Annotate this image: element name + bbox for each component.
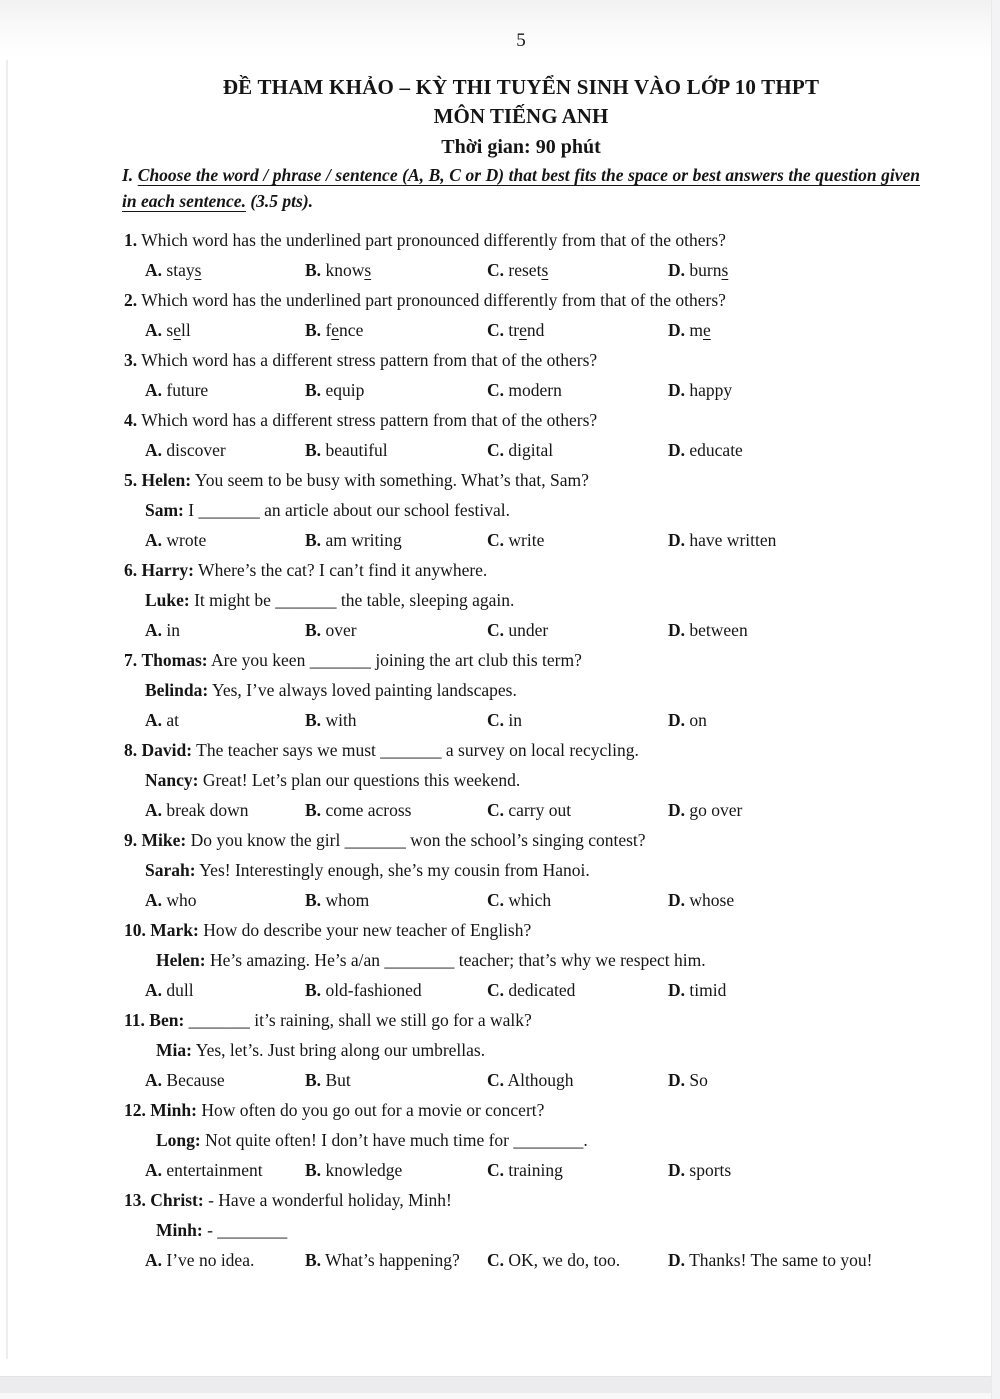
option-text: break down	[166, 800, 249, 820]
option-letter: C.	[487, 1160, 505, 1180]
dialogue-line	[0, 675, 1000, 705]
option-a	[145, 255, 201, 285]
option-letter: B.	[305, 1250, 322, 1270]
option-text: on	[689, 710, 707, 730]
option-letter: D.	[668, 1250, 686, 1270]
question	[0, 915, 1000, 1005]
question	[0, 465, 1000, 555]
option-text: future	[166, 380, 209, 400]
question-line	[0, 555, 1000, 585]
option-letter: C.	[487, 800, 505, 820]
dialogue-line	[0, 1035, 1000, 1065]
question-line	[0, 825, 1000, 855]
options-row	[0, 525, 1000, 555]
option-b	[305, 315, 363, 345]
speaker-label: Luke:	[145, 590, 190, 610]
option-text: Because	[166, 1070, 225, 1090]
option-letter: A.	[145, 890, 163, 910]
option-text: wrote	[166, 530, 207, 550]
option-letter: A.	[145, 380, 163, 400]
option-letter: A.	[145, 800, 163, 820]
speaker-label: Christ:	[150, 1190, 204, 1210]
option-text-underlined: e	[703, 320, 711, 340]
option-text: under	[508, 620, 549, 640]
option-text: tr	[508, 320, 520, 340]
option-c	[487, 885, 551, 915]
option-letter: D.	[668, 980, 686, 1000]
option-letter: D.	[668, 890, 686, 910]
dialogue-line	[0, 1125, 1000, 1155]
question-line	[0, 1095, 1000, 1125]
option-a	[145, 885, 197, 915]
question-text: _______ it’s raining, shall we still go for a walk?	[188, 1010, 532, 1030]
speaker-label: Mia:	[156, 1040, 192, 1060]
options-row	[0, 1065, 1000, 1095]
question-number: 2.	[124, 290, 138, 310]
question-number: 12.	[124, 1100, 146, 1120]
option-text: beautiful	[325, 440, 388, 460]
option-d	[668, 615, 748, 645]
section-heading	[122, 162, 920, 214]
question-line	[0, 645, 1000, 675]
question-line	[0, 225, 1000, 255]
option-letter: B.	[305, 260, 322, 280]
question	[0, 225, 1000, 285]
speaker-label: David:	[141, 740, 193, 760]
option-a	[145, 1065, 225, 1095]
exam-duration: Thời gian: 90 phút	[441, 136, 601, 158]
option-text: knowledge	[325, 1160, 403, 1180]
option-a	[145, 525, 206, 555]
question-text: You seem to be busy with something. What’s that, Sam?	[194, 470, 589, 490]
option-letter: D.	[668, 1160, 686, 1180]
question-text: Which word has the underlined part pronounced differently from that of the others?	[141, 230, 726, 250]
option-letter: C.	[487, 380, 505, 400]
question-number: 7.	[124, 650, 138, 670]
option-text: know	[325, 260, 365, 280]
option-text: OK, we do, too.	[508, 1250, 621, 1270]
question-number: 11.	[124, 1010, 145, 1030]
option-b	[305, 1245, 460, 1275]
option-text: over	[325, 620, 357, 640]
options-row	[0, 705, 1000, 735]
option-c	[487, 795, 571, 825]
option-letter: D.	[668, 1070, 686, 1090]
option-text: Although	[507, 1070, 574, 1090]
option-text: burn	[689, 260, 722, 280]
option-c	[487, 255, 548, 285]
option-text: whom	[325, 890, 370, 910]
option-d	[668, 795, 742, 825]
option-b	[305, 705, 357, 735]
speaker-label: Helen:	[141, 470, 192, 490]
option-d	[668, 435, 743, 465]
question-text: Are you keen _______ joining the art club this term?	[211, 650, 582, 670]
option-d	[668, 1065, 708, 1095]
question-line	[0, 405, 1000, 435]
speaker-label: Harry:	[141, 560, 194, 580]
question-number: 8.	[124, 740, 138, 760]
option-letter: C.	[487, 1250, 505, 1270]
option-text: So	[689, 1070, 708, 1090]
question-text: He’s amazing. He’s a/an ________ teacher; that’s why we respect him.	[209, 950, 706, 970]
question	[0, 345, 1000, 405]
question-text: Do you know the girl _______ won the school’s singing contest?	[190, 830, 646, 850]
option-letter: D.	[668, 440, 686, 460]
scan-edge-bottom-fade	[0, 1393, 1000, 1399]
option-b	[305, 1155, 402, 1185]
question	[0, 645, 1000, 735]
option-text: nd	[526, 320, 545, 340]
options-row	[0, 615, 1000, 645]
speaker-label: Minh:	[156, 1220, 203, 1240]
option-letter: B.	[305, 620, 322, 640]
option-letter: A.	[145, 620, 163, 640]
option-letter: C.	[487, 620, 505, 640]
option-text-underlined: e	[519, 320, 527, 340]
option-a	[145, 1155, 263, 1185]
option-a	[145, 1245, 254, 1275]
question-text: Great! Let’s plan our questions this weekend.	[202, 770, 521, 790]
option-text: What’s happening?	[325, 1250, 460, 1270]
options-row	[0, 1245, 1000, 1275]
option-letter: D.	[668, 380, 686, 400]
option-d	[668, 1245, 872, 1275]
option-b	[305, 435, 388, 465]
option-c	[487, 525, 544, 555]
option-b	[305, 795, 411, 825]
question-text: - ________	[207, 1220, 288, 1240]
section-points: (3.5 pts).	[250, 191, 314, 211]
option-d	[668, 885, 734, 915]
question-text: Which word has the underlined part pronounced differently from that of the others?	[141, 290, 726, 310]
option-b	[305, 885, 369, 915]
option-text: sports	[689, 1160, 732, 1180]
dialogue-line	[0, 495, 1000, 525]
question-text: Yes! Interestingly enough, she’s my cousin from Hanoi.	[199, 860, 590, 880]
speaker-label: Mike:	[141, 830, 187, 850]
options-row	[0, 435, 1000, 465]
option-a	[145, 705, 179, 735]
option-c	[487, 315, 544, 345]
exam-subject: MÔN TIẾNG ANH	[433, 104, 609, 128]
options-row	[0, 1155, 1000, 1185]
question-line	[0, 285, 1000, 315]
option-text: Thanks! The same to you!	[689, 1250, 873, 1270]
option-letter: D.	[668, 800, 686, 820]
question-number: 4.	[124, 410, 138, 430]
dialogue-line	[0, 765, 1000, 795]
question-number: 10.	[124, 920, 146, 940]
speaker-label: Thomas:	[141, 650, 208, 670]
option-text: discover	[166, 440, 226, 460]
option-letter: B.	[305, 980, 322, 1000]
option-b	[305, 1065, 351, 1095]
options-row	[0, 795, 1000, 825]
speaker-label: Sam:	[145, 500, 184, 520]
option-letter: D.	[668, 530, 686, 550]
question-number: 3.	[124, 350, 138, 370]
options-row	[0, 255, 1000, 285]
option-text: in	[508, 710, 523, 730]
option-c	[487, 975, 575, 1005]
options-row	[0, 975, 1000, 1005]
question-text: Which word has a different stress pattern from that of the others?	[141, 410, 598, 430]
option-text: reset	[508, 260, 542, 280]
option-letter: C.	[487, 980, 505, 1000]
question	[0, 1185, 1000, 1275]
option-a	[145, 435, 226, 465]
option-letter: B.	[305, 800, 322, 820]
option-text: equip	[325, 380, 365, 400]
option-text: between	[689, 620, 748, 640]
option-b	[305, 255, 371, 285]
question-text: Yes, I’ve always loved painting landscapes.	[211, 680, 517, 700]
question	[0, 285, 1000, 345]
question-number: 13.	[124, 1190, 146, 1210]
option-a	[145, 615, 180, 645]
question-text: Yes, let’s. Just bring along our umbrellas.	[195, 1040, 486, 1060]
options-row	[0, 885, 1000, 915]
question-text: It might be _______ the table, sleeping again.	[194, 590, 515, 610]
option-letter: C.	[487, 890, 505, 910]
option-b	[305, 525, 402, 555]
option-text: am writing	[325, 530, 402, 550]
option-letter: B.	[305, 320, 322, 340]
question-line	[0, 345, 1000, 375]
option-letter: A.	[145, 440, 163, 460]
speaker-label: Helen:	[156, 950, 206, 970]
option-c	[487, 705, 522, 735]
option-c	[487, 1155, 563, 1185]
dialogue-line	[0, 585, 1000, 615]
option-text: which	[508, 890, 552, 910]
option-text: write	[508, 530, 545, 550]
option-text: old-fashioned	[325, 980, 422, 1000]
option-letter: D.	[668, 260, 686, 280]
option-a	[145, 795, 249, 825]
options-row	[0, 375, 1000, 405]
option-letter: C.	[487, 530, 505, 550]
option-letter: B.	[305, 530, 322, 550]
option-d	[668, 705, 707, 735]
option-text: come across	[325, 800, 412, 820]
option-text: nce	[339, 320, 364, 340]
option-letter: A.	[145, 1070, 163, 1090]
question-text: How often do you go out for a movie or concert?	[201, 1100, 545, 1120]
option-b	[305, 975, 422, 1005]
question-line	[0, 1005, 1000, 1035]
option-text-underlined: s	[364, 260, 372, 280]
option-text: stay	[166, 260, 195, 280]
option-text: But	[325, 1070, 351, 1090]
option-c	[487, 1065, 574, 1095]
option-letter: B.	[305, 380, 322, 400]
option-letter: C.	[487, 710, 505, 730]
question	[0, 735, 1000, 825]
dialogue-line	[0, 1215, 1000, 1245]
question-line	[0, 915, 1000, 945]
option-text: whose	[689, 890, 735, 910]
option-text: entertainment	[166, 1160, 263, 1180]
option-d	[668, 255, 728, 285]
option-letter: D.	[668, 320, 686, 340]
option-text: ll	[180, 320, 191, 340]
speaker-label: Nancy:	[145, 770, 199, 790]
question-number: 6.	[124, 560, 138, 580]
option-letter: D.	[668, 710, 686, 730]
option-text: go over	[689, 800, 743, 820]
section-numeral: I.	[122, 165, 134, 185]
option-b	[305, 375, 364, 405]
option-b	[305, 615, 357, 645]
option-letter: A.	[145, 320, 163, 340]
option-text: who	[166, 890, 197, 910]
option-letter: B.	[305, 890, 322, 910]
option-text: with	[325, 710, 357, 730]
question-text: The teacher says we must _______ a survey on local recycling.	[196, 740, 639, 760]
option-a	[145, 315, 191, 345]
speaker-label: Sarah:	[145, 860, 196, 880]
speaker-label: Long:	[156, 1130, 201, 1150]
option-letter: D.	[668, 620, 686, 640]
option-letter: B.	[305, 1160, 322, 1180]
option-text-underlined: s	[721, 260, 729, 280]
option-text-underlined: s	[541, 260, 549, 280]
dialogue-line	[0, 855, 1000, 885]
question-number: 5.	[124, 470, 138, 490]
option-text: timid	[689, 980, 727, 1000]
question-text: I _______ an article about our school festival.	[188, 500, 510, 520]
option-text: at	[166, 710, 180, 730]
option-text: m	[689, 320, 704, 340]
dialogue-line	[0, 945, 1000, 975]
exam-title: ĐỀ THAM KHẢO – KỲ THI TUYỂN SINH VÀO LỚP 10 THPT	[222, 75, 820, 99]
question-text: Not quite often! I don’t have much time for ________.	[205, 1130, 588, 1150]
option-text: modern	[508, 380, 562, 400]
option-letter: A.	[145, 710, 163, 730]
option-letter: A.	[145, 1250, 163, 1270]
option-text-underlined: s	[194, 260, 202, 280]
option-text: training	[508, 1160, 563, 1180]
question	[0, 1095, 1000, 1185]
question	[0, 825, 1000, 915]
option-a	[145, 375, 208, 405]
option-d	[668, 375, 732, 405]
page-number: 5	[516, 30, 526, 51]
option-text: in	[166, 620, 181, 640]
option-letter: B.	[305, 710, 322, 730]
option-text: educate	[689, 440, 743, 460]
option-letter: B.	[305, 1070, 322, 1090]
option-text: dedicated	[508, 980, 576, 1000]
option-text: happy	[689, 380, 733, 400]
question	[0, 555, 1000, 645]
question-line	[0, 465, 1000, 495]
option-text-underlined: e	[331, 320, 340, 340]
option-text-underlined: e	[173, 320, 181, 340]
question-line	[0, 735, 1000, 765]
option-text: f	[325, 320, 332, 340]
question-number: 1.	[124, 230, 138, 250]
question-text: Where’s the cat? I can’t find it anywhere.	[198, 560, 488, 580]
option-letter: A.	[145, 1160, 163, 1180]
option-letter: B.	[305, 440, 322, 460]
option-text: dull	[166, 980, 194, 1000]
option-d	[668, 525, 776, 555]
option-text: have written	[689, 530, 777, 550]
option-c	[487, 375, 562, 405]
option-letter: C.	[487, 260, 505, 280]
option-c	[487, 615, 548, 645]
speaker-label: Belinda:	[145, 680, 209, 700]
option-text: I’ve no idea.	[166, 1250, 255, 1270]
option-text: s	[166, 320, 174, 340]
option-c	[487, 435, 553, 465]
option-letter: A.	[145, 260, 163, 280]
option-d	[668, 315, 711, 345]
questions-list	[0, 225, 1000, 1275]
question-line	[0, 1185, 1000, 1215]
question-text: Which word has a different stress pattern from that of the others?	[141, 350, 598, 370]
question-text: - Have a wonderful holiday, Minh!	[208, 1190, 452, 1210]
option-text: digital	[508, 440, 554, 460]
option-letter: C.	[487, 440, 505, 460]
question-number: 9.	[124, 830, 138, 850]
option-d	[668, 975, 726, 1005]
option-a	[145, 975, 194, 1005]
question	[0, 405, 1000, 465]
option-letter: C.	[487, 1070, 505, 1090]
option-letter: A.	[145, 980, 163, 1000]
question	[0, 1005, 1000, 1095]
speaker-label: Minh:	[150, 1100, 197, 1120]
options-row	[0, 315, 1000, 345]
section-instruction: Choose the word / phrase / sentence (A, B, C or D) that best fits the space or best answers the question given in each sentence.	[122, 165, 921, 211]
option-text: carry out	[508, 800, 572, 820]
speaker-label: Mark:	[150, 920, 199, 940]
option-c	[487, 1245, 620, 1275]
option-letter: A.	[145, 530, 163, 550]
option-letter: C.	[487, 320, 505, 340]
scan-edge-bottom	[0, 1376, 1000, 1394]
speaker-label: Ben:	[149, 1010, 185, 1030]
option-d	[668, 1155, 731, 1185]
question-text: How do describe your new teacher of English?	[203, 920, 532, 940]
